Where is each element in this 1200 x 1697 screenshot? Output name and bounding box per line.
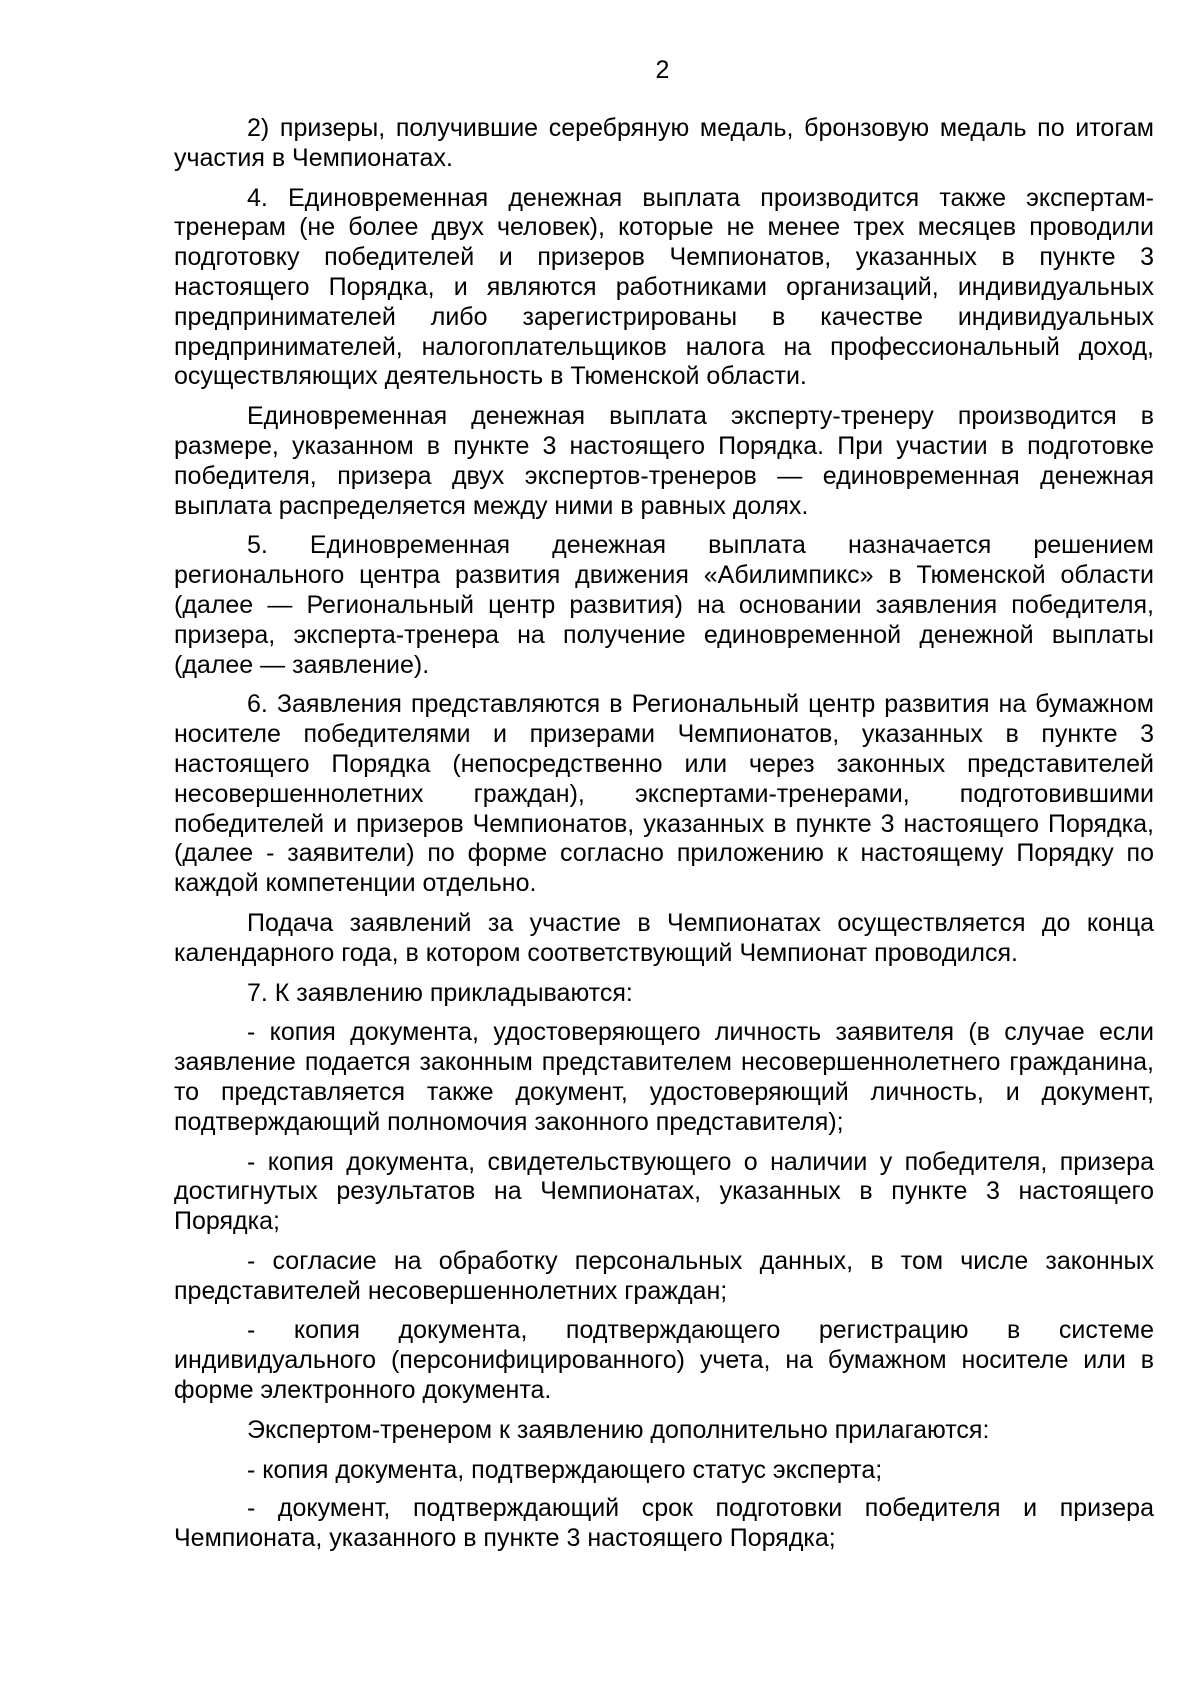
paragraph-4-expert-trainers: 4. Единовременная денежная выплата производится также экспертам-тренерам (не более двух человек), которые не менее трех месяцев проводили подготовку победителей и призеров Чемпионатов, указанных в пункте 3 настоящего Порядка, и являются работниками организаций, индивидуальных предпринимателей либо зарегистрированы в качестве индивидуальных предпринимателей, налогоплательщиков налога на профессиональный доход, осуществляющих деятельность в Тюменской области. [174,183,1154,391]
list-item-training-period: - документ, подтверждающий срок подготовки победителя и призера Чемпионата, указанного в пункте 3 настоящего Порядка; [174,1494,1154,1553]
paragraph-payment-distribution: Единовременная денежная выплата эксперту-тренеру производится в размере, указанном в пункте 3 настоящего Порядка. При участии в подготовке победителя, призера двух экспертов-тренеров — единовременная денежная выплата распределяется между ними в равных долях. [174,402,1154,520]
paragraph-application-deadline: Подача заявлений за участие в Чемпионатах осуществляется до конца календарного года, в котором соответствующий Чемпионат проводился. [174,908,1154,967]
list-item-data-consent: - согласие на обработку персональных данных, в том числе законных представителей несовершеннолетних граждан; [174,1246,1154,1305]
page-number: 2 [655,56,670,84]
document-body [174,114,1154,1564]
list-item-expert-status: - копия документа, подтверждающего статус эксперта; [247,1455,883,1484]
list-item-registration-copy: - копия документа, подтверждающего регистрацию в системе индивидуального (персонифицированного) учета, на бумажном носителе или в форме электронного документа. [174,1316,1154,1405]
paragraph-prizewinners-silver-bronze: 2) призеры, получившие серебряную медаль, бронзовую медаль по итогам участия в Чемпионатах. [174,114,1154,172]
list-item-identity-copy: - копия документа, удостоверяющего личность заявителя (в случае если заявление подается законным представителем несовершеннолетнего гражданина, то представляется также документ, удостоверяющий личность, и документ, подтверждающий полномочия законного представителя); [174,1018,1154,1136]
paragraph-7-attachments: 7. К заявлению прикладываются: [247,978,633,1007]
paragraph-expert-additional: Экспертом-тренером к заявлению дополнительно прилагаются: [247,1415,990,1444]
list-item-results-copy: - копия документа, свидетельствующего о наличии у победителя, призера достигнутых результатов на Чемпионатах, указанных в пункте 3 настоящего Порядка; [174,1147,1154,1236]
paragraph-6-applications: 6. Заявления представляются в Региональный центр развития на бумажном носителе победителями и призерами Чемпионатов, указанных в пункте 3 настоящего Порядка (непосредственно или через законных представителей несовершеннолетних граждан), экспертами-тренерами, подготовившими победителей и призеров Чемпионатов, указанных в пункте 3 настоящего Порядка, (далее - заявители) по форме согласно приложению к настоящему Порядку по каждой компетенции отдельно. [174,690,1154,898]
paragraph-5-payment-decision: 5. Единовременная денежная выплата назначается решением регионального центра развития движения «Абилимпикс» в Тюменской области (далее — Региональный центр развития) на основании заявления победителя, призера, эксперта-тренера на получение единовременной денежной выплаты (далее — заявление). [174,531,1154,679]
